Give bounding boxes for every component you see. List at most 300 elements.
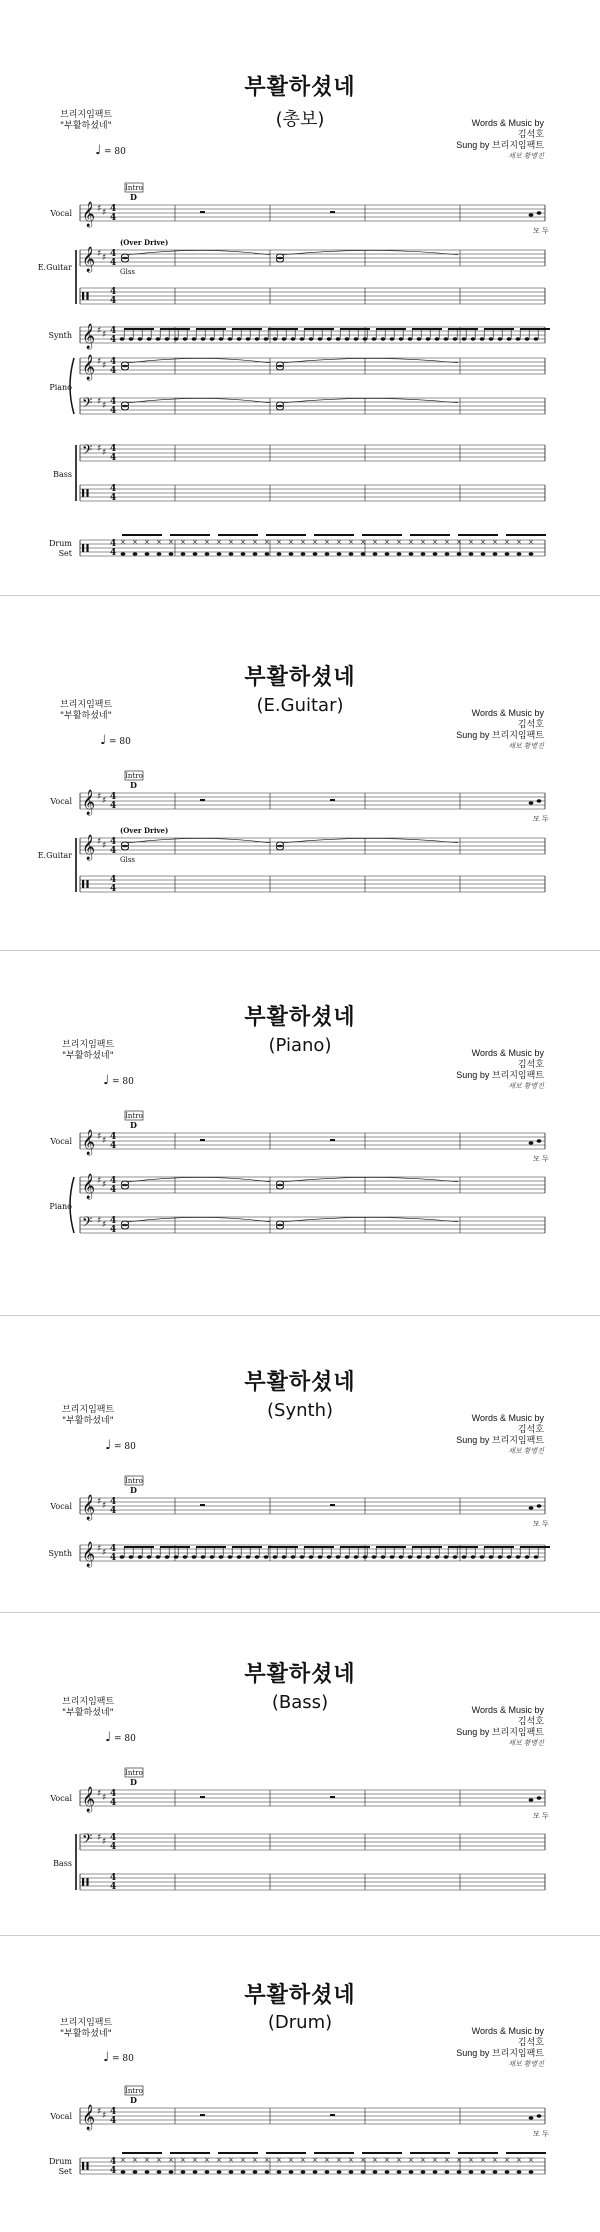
hihat-note: × [156,2156,162,2164]
page-title: 부활하셨네 [244,665,356,690]
sharp-icon: ♯ [97,1132,102,1142]
tempo-marking [95,143,126,158]
band-info [60,2018,112,2040]
sharp-icon: ♯ [97,2107,102,2117]
beam [314,534,354,536]
note-head [498,1555,503,1559]
score-system [0,765,600,945]
hihat-note: × [348,538,354,546]
beam [268,328,298,330]
score-system [0,1105,600,1285]
composer: 김석호 [517,1716,544,1726]
hihat-note: × [432,538,438,546]
sharp-icon: ♯ [102,1548,107,1558]
sharp-icon: ♯ [97,444,102,454]
note-head [309,337,314,341]
beam [506,2152,546,2154]
hihat-note: × [420,2156,426,2164]
sharp-icon: ♯ [97,1216,102,1226]
note-head [192,337,197,341]
time-signature-icon: 4 [110,204,117,214]
staff [80,1498,545,1514]
note-head [372,337,377,341]
rest [200,799,205,801]
instrument-label: Vocal [50,209,72,218]
note-head [516,337,521,341]
time-signature-icon: 4 [110,2157,117,2167]
drum-note [265,2170,270,2174]
gliss-label: Glss [120,268,136,276]
arranger: 채보 황병진 [508,1083,544,1090]
drum-note [289,2170,294,2174]
note-head [228,337,233,341]
drum-note [517,552,522,556]
note-head [489,337,494,341]
sharp-icon: ♯ [97,1176,102,1186]
note-head [529,1798,534,1802]
page-subtitle: (E.Guitar) [256,695,344,716]
note-head [147,1555,152,1559]
drum-note [337,2170,342,2174]
staff [80,485,545,501]
note-head [273,337,278,341]
note-head [282,1555,287,1559]
words-music-label: Words & Music by [471,1705,544,1715]
note-head [138,337,143,341]
treble-clef-icon: 𝄞 [82,324,96,349]
hihat-note: × [408,2156,414,2164]
note-head [354,1555,359,1559]
rest [200,2114,205,2116]
instrument-label: Set [58,549,72,558]
hihat-note: × [264,2156,270,2164]
time-signature-icon: 4 [110,875,117,885]
score-page-bass [0,1617,600,1932]
time-signature-icon: 4 [110,397,117,407]
note-head [426,337,431,341]
page-title: 부활하셨네 [244,75,356,100]
hihat-note: × [324,2156,330,2164]
note-head [237,1555,242,1559]
drum-note [517,2170,522,2174]
time-signature-icon: 4 [110,1225,117,1235]
sharp-icon: ♯ [97,1497,102,1507]
note-head [156,337,161,341]
note-head [426,1555,431,1559]
note-head [529,1506,534,1510]
beam [304,328,334,330]
note-head [192,1555,197,1559]
hihat-note: × [324,538,330,546]
hihat-note: × [144,538,150,546]
hihat-note: × [516,538,522,546]
beam [124,328,154,330]
note-head [291,337,296,341]
hihat-note: × [192,2156,198,2164]
note-head [291,1555,296,1559]
sharp-icon: ♯ [97,249,102,259]
chord-symbol: D [130,2095,137,2105]
note-head [507,1555,512,1559]
beam [266,2152,306,2154]
beam [170,2152,210,2154]
note-head [228,1555,233,1559]
beam [484,328,514,330]
band-info [62,1697,114,1719]
drum-note [205,552,210,556]
note-head [156,1555,161,1559]
hihat-note: × [180,538,186,546]
note-head [174,337,179,341]
drum-note [349,552,354,556]
drum-note [229,552,234,556]
rest [330,799,335,801]
note-head [336,337,341,341]
beam [362,534,402,536]
instrument-label: Vocal [50,2112,72,2121]
note-head [201,1555,206,1559]
drum-note [397,2170,402,2174]
hihat-note: × [384,2156,390,2164]
composer: 김석호 [517,1059,544,1069]
page-separator [0,1612,600,1613]
note-head [255,337,260,341]
bass-clef-icon: 𝄢 [82,442,93,461]
note-head [507,337,512,341]
note-head [408,337,413,341]
note-head [336,1555,341,1559]
band-song: "부활하셨네" [60,2029,112,2039]
note-head [444,1555,449,1559]
time-signature-icon: 4 [110,444,117,454]
hihat-note: × [312,2156,318,2164]
drum-note [205,2170,210,2174]
drum-note [409,2170,414,2174]
hihat-note: × [120,538,126,546]
beam [410,534,450,536]
time-signature-icon: 4 [110,2166,117,2176]
time-signature-icon: 4 [110,1141,117,1151]
intro-label: Intro [125,1477,143,1485]
staff [80,2108,545,2124]
band-song: "부활하셨네" [62,1051,114,1061]
hihat-note: × [240,2156,246,2164]
hihat-note: × [252,538,258,546]
hihat-note: × [396,538,402,546]
note-head [309,1555,314,1559]
time-signature-icon: 4 [110,1882,117,1892]
score-page-eguitar [0,600,600,940]
hihat-note: × [276,538,282,546]
note-head [516,1555,521,1559]
perc-clef-icon: 𝄥 [82,482,89,507]
composer: 김석호 [517,2037,544,2047]
composer: 김석호 [517,129,544,139]
sharp-icon: ♯ [97,837,102,847]
staff [80,1790,545,1806]
band-info [62,1040,114,1062]
note-head [390,337,395,341]
hihat-note: × [408,538,414,546]
time-signature-icon: 4 [110,493,117,503]
treble-clef-icon: 𝄞 [82,835,96,860]
beam [362,2152,402,2154]
drum-note [481,2170,486,2174]
hihat-note: × [360,2156,366,2164]
drum-note [529,2170,534,2174]
drum-note [325,552,330,556]
note-head [120,1555,125,1559]
credits [456,1048,544,1092]
credits [456,1413,544,1457]
beam [458,534,498,536]
drum-note [169,552,174,556]
note-head [300,337,305,341]
hihat-note: × [432,2156,438,2164]
hihat-note: × [360,538,366,546]
sharp-icon: ♯ [102,1837,107,1847]
note-head [453,1555,458,1559]
intro-marker [125,1476,143,1485]
drum-note [145,2170,150,2174]
hihat-note: × [444,2156,450,2164]
drum-note [361,2170,366,2174]
score-page-piano [0,955,600,1290]
note-head [264,1555,269,1559]
staff [80,1874,545,1890]
arranger: 채보 황병진 [508,1448,544,1455]
drum-note [277,2170,282,2174]
hihat-note: × [288,2156,294,2164]
hihat-note: × [132,2156,138,2164]
note-head [381,337,386,341]
page-subtitle: (총보) [275,109,325,130]
staff [80,1834,545,1850]
note-head [534,337,539,341]
note-head [183,1555,188,1559]
note-head [498,337,503,341]
beam [376,1546,406,1548]
note-head [537,1139,542,1143]
intro-label: Intro [125,772,143,780]
hihat-note: × [420,538,426,546]
time-signature-icon: 4 [110,258,117,268]
hihat-note: × [348,2156,354,2164]
instrument-label: Vocal [50,1137,72,1146]
staff [80,288,545,304]
intro-label: Intro [125,2087,143,2095]
hihat-note: × [312,538,318,546]
hihat-note: × [336,2156,342,2164]
sharp-icon: ♯ [102,1180,107,1190]
time-signature-icon: 4 [110,335,117,345]
intro-marker [125,2086,143,2095]
hihat-note: × [120,2156,126,2164]
time-signature-icon: 4 [110,326,117,336]
hihat-note: × [492,2156,498,2164]
quarter-note-icon: ♩ [103,2050,110,2065]
note-head [237,337,242,341]
quarter-note-icon: ♩ [95,143,102,158]
band-song: "부활하셨네" [62,1416,114,1426]
drum-note [181,2170,186,2174]
sharp-icon: ♯ [97,1833,102,1843]
chord-symbol: D [130,1777,137,1787]
band-name: 브리지임팩트 [60,700,113,710]
note-head [529,213,534,217]
note-head [282,337,287,341]
sharp-icon: ♯ [102,796,107,806]
instrument-label: Bass [53,1859,72,1868]
score-system [0,1470,600,1610]
time-signature-icon: 4 [110,1185,117,1195]
drum-note [193,552,198,556]
drum-note [349,2170,354,2174]
staff [80,445,545,461]
time-signature-icon: 4 [110,1833,117,1843]
note-head [417,1555,422,1559]
hihat-note: × [528,538,534,546]
instrument-label: Piano [49,383,72,392]
drum-note [469,552,474,556]
sharp-icon: ♯ [102,841,107,851]
time-signature-icon: 4 [110,846,117,856]
band-info [60,110,112,132]
over-drive-label: (Over Drive) [120,826,169,835]
tempo-value: = 80 [112,2054,134,2064]
note-head [201,337,206,341]
page-title: 부활하셨네 [244,1370,356,1395]
note-head [435,1555,440,1559]
beam [124,1546,154,1548]
time-signature-icon: 4 [110,1216,117,1226]
drum-note [301,552,306,556]
time-signature-icon: 4 [110,1176,117,1186]
tempo-value: = 80 [114,1734,136,1744]
drum-note [505,2170,510,2174]
note-head [435,337,440,341]
sharp-icon: ♯ [102,448,107,458]
lyric: 모 두 [533,1155,549,1163]
beam [196,328,226,330]
staff [80,876,545,892]
page-title: 부활하셨네 [244,1005,356,1030]
drum-note [217,2170,222,2174]
note-head [219,337,224,341]
time-signature-icon: 4 [110,1789,117,1799]
beam [410,2152,450,2154]
note-head [480,337,485,341]
perc-clef-icon: 𝄥 [82,873,89,898]
drum-note [133,552,138,556]
drum-note [157,2170,162,2174]
note-head [327,337,332,341]
drum-note [181,552,186,556]
drum-note [433,2170,438,2174]
band-song: "부활하셨네" [60,121,112,131]
hihat-note: × [216,538,222,546]
hihat-note: × [504,538,510,546]
beam [122,2152,162,2154]
note-head [246,1555,251,1559]
note-head [390,1555,395,1559]
note-head [480,1555,485,1559]
beam [122,534,162,536]
drum-note [157,552,162,556]
instrument-label: Piano [49,1202,72,1211]
drum-note [265,552,270,556]
note-head [417,337,422,341]
sung-by: Sung by 브리지임팩트 [456,1070,544,1080]
treble-clef-icon: 𝄞 [82,790,96,815]
instrument-label: Drum [49,2157,72,2166]
rest [330,1796,335,1798]
drum-note [457,2170,462,2174]
intro-marker [125,183,143,192]
quarter-note-icon: ♩ [105,1730,112,1745]
words-music-label: Words & Music by [471,708,544,718]
intro-marker [125,1768,143,1777]
treble-clef-icon: 𝄞 [82,1787,96,1812]
time-signature-icon: 4 [110,249,117,259]
drum-note [217,552,222,556]
time-signature-icon: 4 [110,792,117,802]
score-page-full [0,0,600,595]
sharp-icon: ♯ [102,1793,107,1803]
note-head [210,1555,215,1559]
drum-note [433,552,438,556]
hihat-note: × [516,2156,522,2164]
sung-by: Sung by 브리지임팩트 [456,1435,544,1445]
hihat-note: × [156,538,162,546]
beam [520,1546,550,1548]
beam [412,1546,442,1548]
beam [232,1546,262,1548]
hihat-note: × [528,2156,534,2164]
note-head [318,1555,323,1559]
note-head [529,2116,534,2120]
bass-clef-icon: 𝄢 [82,1831,93,1850]
hihat-note: × [468,538,474,546]
band-name: 브리지임팩트 [62,1405,115,1415]
time-signature-icon: 4 [110,1873,117,1883]
hihat-note: × [468,2156,474,2164]
score-page-synth [0,1320,600,1605]
time-signature-icon: 4 [110,366,117,376]
hihat-note: × [504,2156,510,2164]
drum-note [445,2170,450,2174]
hihat-note: × [228,538,234,546]
drum-note [253,552,258,556]
drum-note [193,2170,198,2174]
words-music-label: Words & Music by [471,2026,544,2036]
note-head [537,211,542,215]
arranger: 채보 황병진 [508,153,544,160]
note-head [537,2114,542,2118]
rest [330,1139,335,1141]
hihat-note: × [144,2156,150,2164]
page-subtitle: (Piano) [268,1035,332,1056]
rest [200,1504,205,1506]
intro-marker [125,1111,143,1120]
band-name: 브리지임팩트 [60,2018,113,2028]
rest [200,1139,205,1141]
time-signature-icon: 4 [110,296,117,306]
beam [170,534,210,536]
score-system [0,2080,600,2210]
rest [330,2114,335,2116]
sung-by: Sung by 브리지임팩트 [456,1727,544,1737]
